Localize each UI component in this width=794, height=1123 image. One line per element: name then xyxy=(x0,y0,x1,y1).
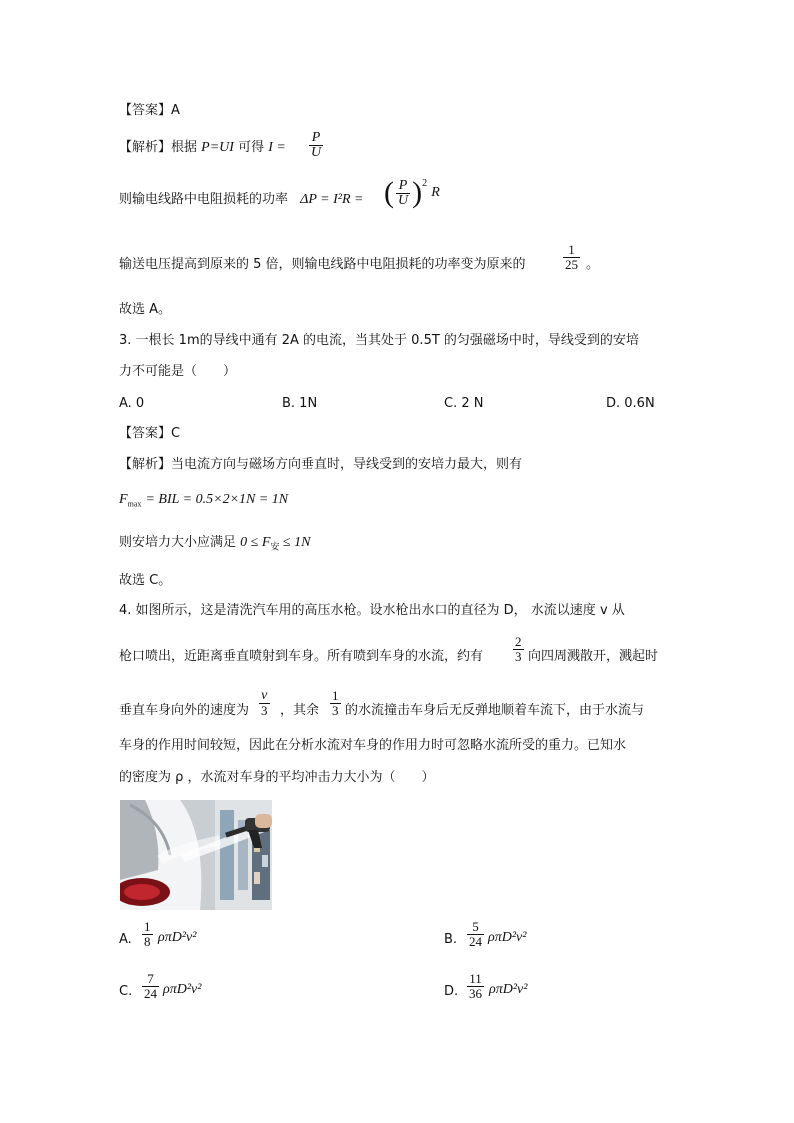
q4-line5: 的密度为 ρ ，水流对车身的平均冲击力大小为（ ） xyxy=(119,770,435,785)
loss-paren-expr: ( $\frac{P}{U}$ )$^2$ R xyxy=(384,176,440,209)
fraction-p-over-u: $\frac{P}{U}$ xyxy=(311,130,322,160)
conclusion-1: 故选 A。 xyxy=(119,302,172,317)
q4-line3b: ，其余 xyxy=(280,703,320,718)
q4-option-c-fraction: $\frac{7}{24}$ xyxy=(144,971,157,1001)
q3-analysis: 【解析】当电流方向与磁场方向垂直时，导线受到的安培力最大，则有 xyxy=(119,457,523,472)
fraction-1-25: $\frac{1}{25}$ xyxy=(565,242,578,272)
formula-p-ui: P=UI xyxy=(201,140,234,155)
q3-answer: 【答案】C xyxy=(119,426,181,441)
q3-option-c: C. 2 N xyxy=(444,396,484,411)
q3-stem-line2: 力不可能是（ ） xyxy=(119,364,237,379)
q4-line2b: 向四周溅散开，溅起时 xyxy=(528,649,659,664)
fraction-1-3: $\frac{1}{3}$ xyxy=(332,688,339,718)
q4-option-d-expr: ρπD²v² xyxy=(489,982,528,997)
q4-line2a: 枪口喷出，近距离垂直喷射到车身。所有喷到车身的水流，约有 xyxy=(119,649,484,664)
voltage-period: 。 xyxy=(586,257,600,272)
q4-option-b-fraction: $\frac{5}{24}$ xyxy=(469,919,482,949)
q3-range-line: 则安培力大小应满足 $0 \le F_安 \le 1N$ xyxy=(119,535,311,553)
q3-fmax-formula: $F_{max}$ = BIL = 0.5×2×1N = 1N xyxy=(119,492,289,509)
voltage-line: 输送电压提高到原来的 5 倍，则输电线路中电阻损耗的功率变为原来的 xyxy=(119,257,526,272)
q4-line3c: 的水流撞击车身后无反弹地顺着车流下，由于水流与 xyxy=(345,703,645,718)
q4-option-c-label: C. xyxy=(119,984,133,999)
q4-option-d-label: D. xyxy=(444,984,459,999)
loss-line: 则输电线路中电阻损耗的功率 ΔP = I²R = xyxy=(119,192,364,207)
q4-line1: 4. 如图所示，这是清洗汽车用的高压水枪。设水枪出水口的直径为 D， 水流以速度 v 从 xyxy=(119,603,625,618)
analysis-lead: 【解析】根据 xyxy=(119,140,198,155)
formula-i: I = xyxy=(268,140,286,155)
q3-option-b: B. 1N xyxy=(282,396,318,411)
q4-option-c-expr: ρπD²v² xyxy=(163,982,202,997)
q4-option-b-label: B. xyxy=(444,932,458,947)
q4-option-b-expr: ρπD²v² xyxy=(488,930,527,945)
kede-text: 可得 xyxy=(238,140,265,155)
car-wash-photo xyxy=(120,800,272,910)
q3-stem-line1: 3. 一根长 1m的导线中通有 2A 的电流，当其处于 0.5T 的匀强磁场中时，导线受到的安培 xyxy=(119,333,639,348)
loss-formula: ΔP = I²R = xyxy=(300,192,364,207)
answer-1: 【答案】A xyxy=(119,103,180,118)
q4-line3a: 垂直车身向外的速度为 xyxy=(119,703,250,718)
q4-option-a-fraction: $\frac{1}{8}$ xyxy=(144,919,151,949)
q4-line4: 车身的作用时间较短，因此在分析水流对车身的作用力时可忽略水流所受的重力。已知水 xyxy=(119,738,627,753)
fraction-v-3: $\frac{v}{3}$ xyxy=(261,688,268,718)
q3-option-d: D. 0.6N xyxy=(606,396,655,411)
q3-conclusion: 故选 C。 xyxy=(119,573,172,588)
fraction-2-3: $\frac{2}{3}$ xyxy=(515,634,522,664)
q4-option-a-label: A. xyxy=(119,932,132,947)
q4-option-d-fraction: $\frac{11}{36}$ xyxy=(469,971,482,1001)
analysis-1 xyxy=(119,139,286,157)
q4-option-a-expr: ρπD²v² xyxy=(158,930,197,945)
q3-option-a: A. 0 xyxy=(119,396,145,411)
